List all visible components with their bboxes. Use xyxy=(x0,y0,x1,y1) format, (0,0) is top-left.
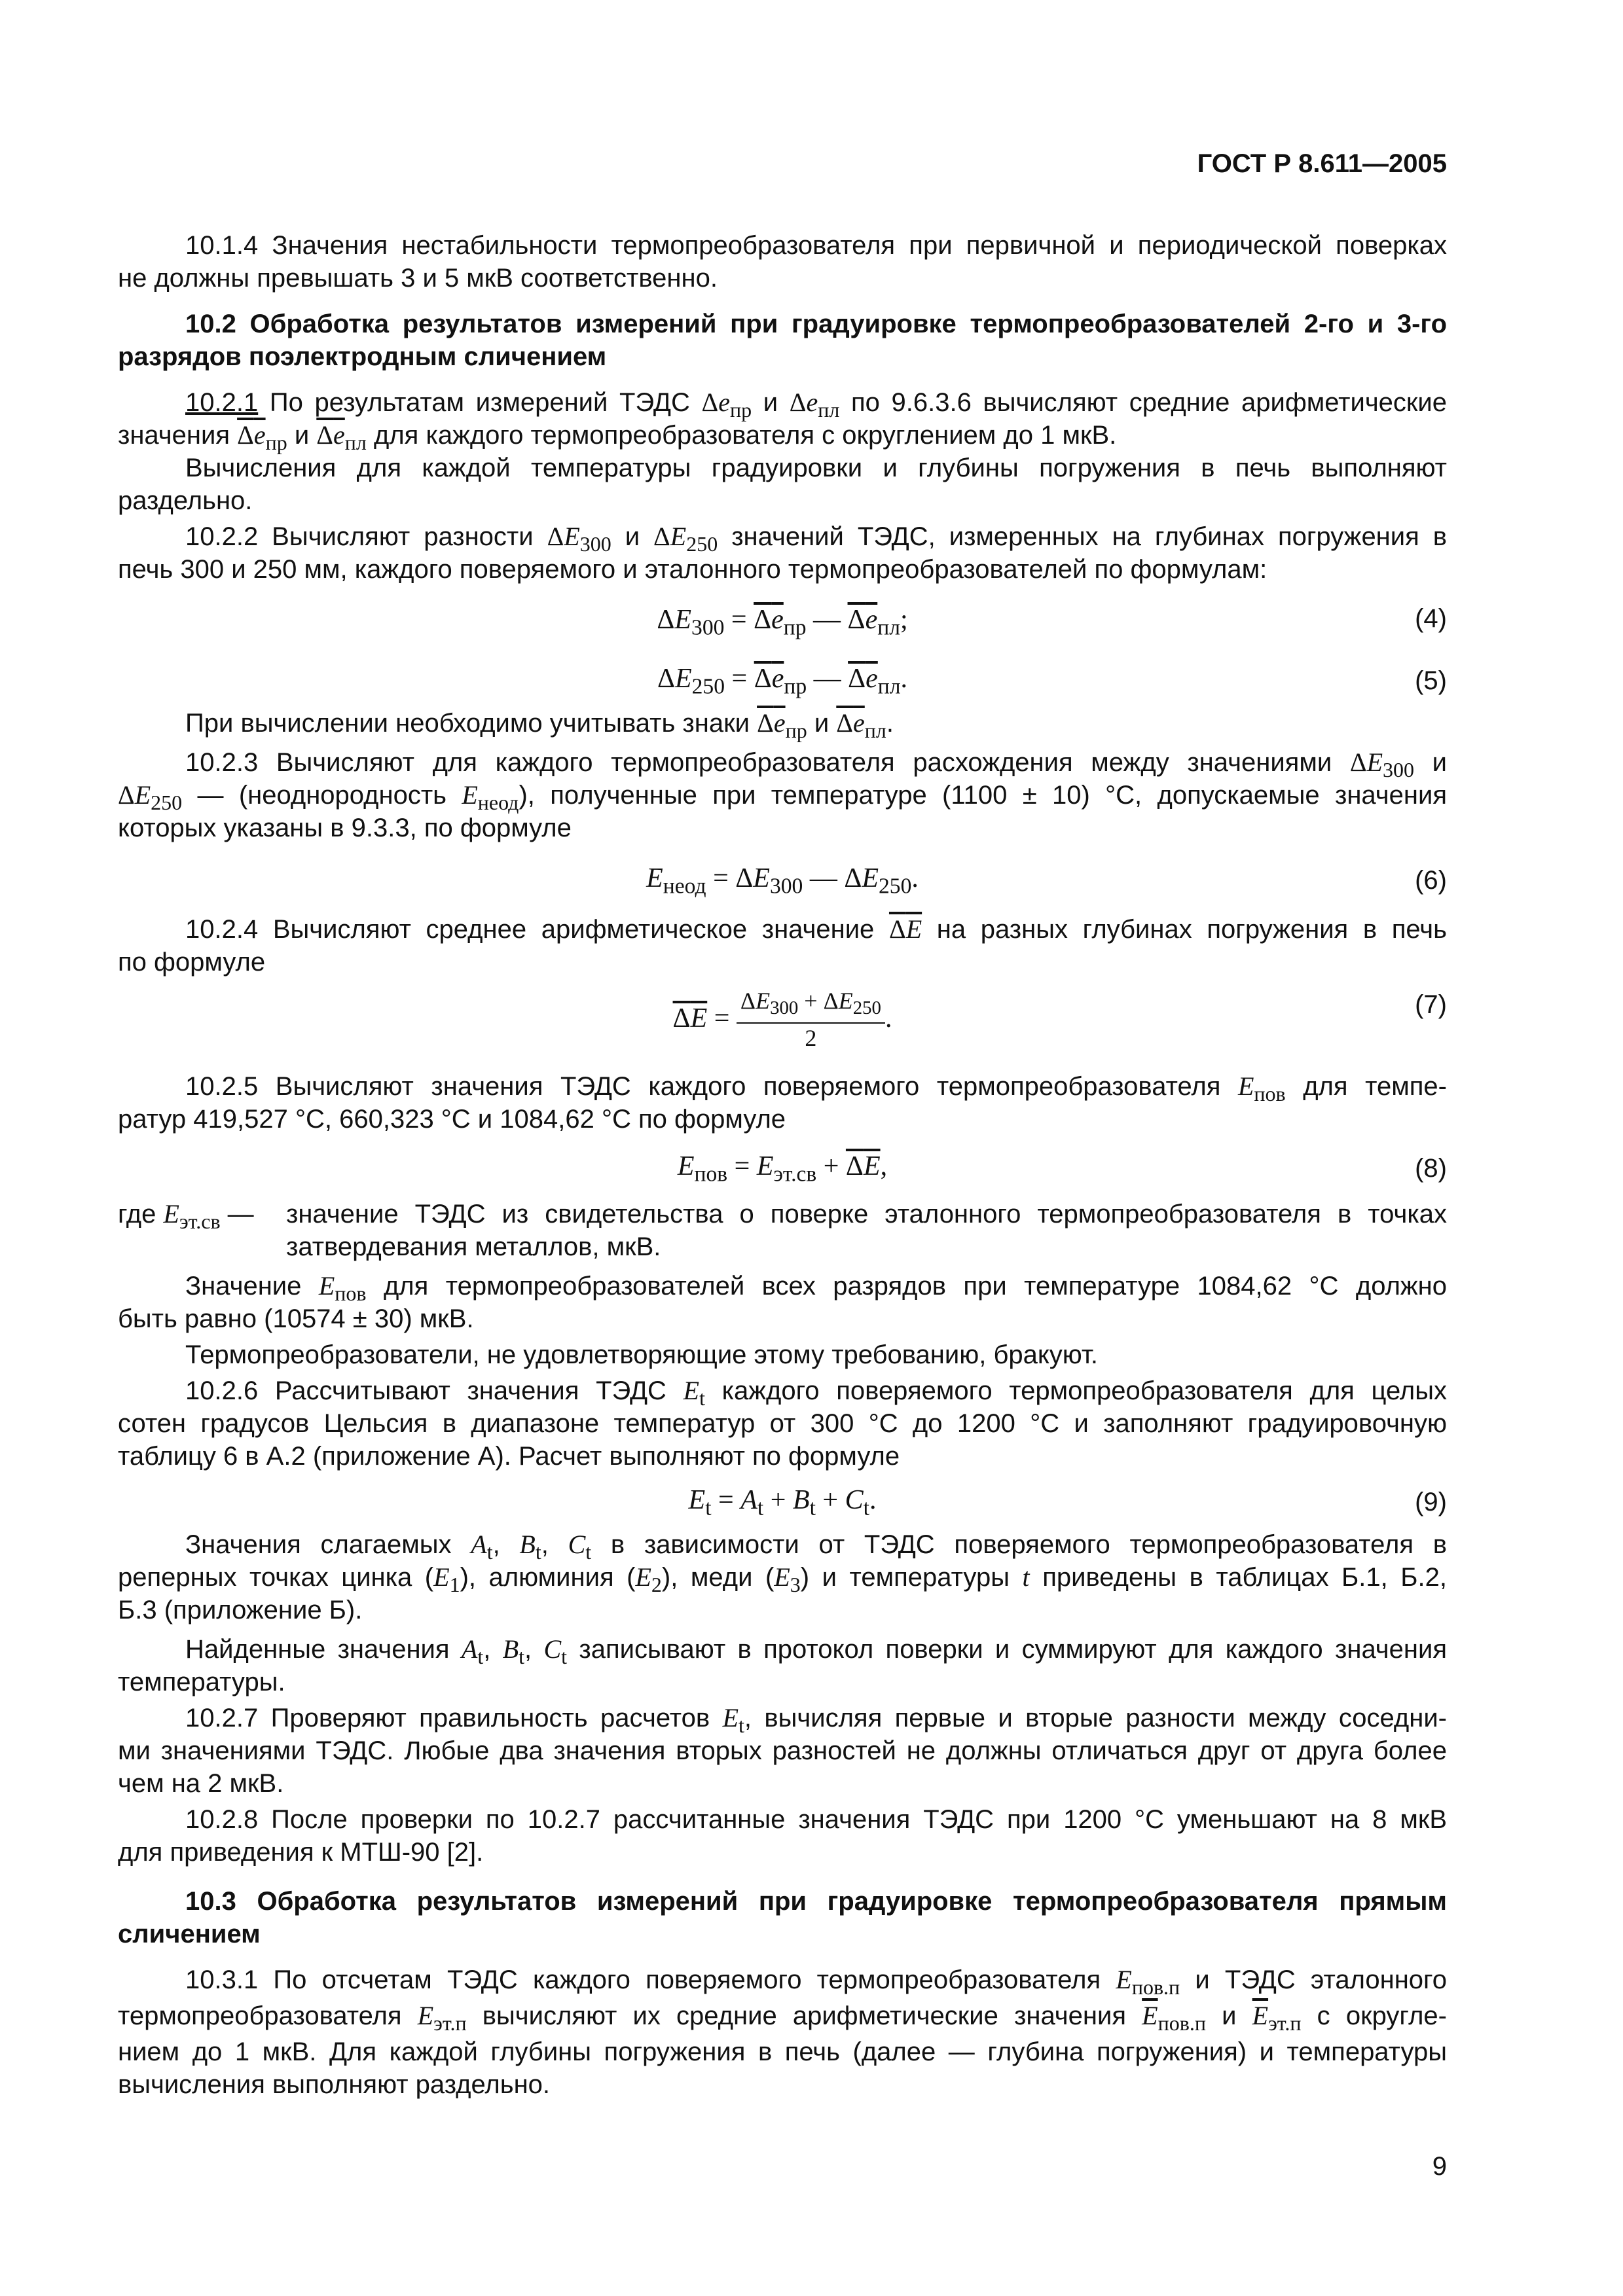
formula-7-number: (7) xyxy=(1415,990,1447,1019)
formula-7: ΔE = $\frac{\Delta E_{300} + \Delta E_{250}}{2}$ . xyxy=(672,988,892,1052)
paragraph-10-2-7-line-3: чем на 2 мкВ. xyxy=(118,1769,284,1798)
terms-line-1: Значения слагаемых $A_t$, $B_t$, $C_t$ в зависимости от ТЭДС поверяемого термопреобразователя в xyxy=(185,1530,1447,1564)
paragraph-10-3-1-line-3: нием до 1 мкВ. Для каждой глубины погружения в печь (далее — глубина погружения) и температуры xyxy=(118,2037,1447,2066)
paragraph-10-2-7-line-1: 10.2.7 Проверяют правильность расчетов $E_t$, вычисляя первые и вторые разности между соседни- xyxy=(185,1703,1447,1737)
formula-6-number: (6) xyxy=(1415,866,1447,895)
paragraph-10-2-6-line-3: таблицу 6 в А.2 (приложение А). Расчет выполняют по формуле xyxy=(118,1442,900,1471)
paragraph-10-2-3-line-3: которых указаны в 9.3.3, по формуле xyxy=(118,814,572,842)
value-line-1: Значение $E_{пов}$ для термопреобразователей всех разрядов при температуре 1084,62 °С должно xyxy=(185,1271,1448,1305)
paragraph-10-2-1-line-3: Вычисления для каждой температуры градуировки и глубины погружения в печь выполняют xyxy=(185,454,1447,482)
paragraph-10-2-3-line-2: $\Delta E_{250}$ — (неоднородность $E_{неод}$), полученные при температуре (1100 ± 10) °С, допускаемые значения xyxy=(118,780,1447,814)
formula-9: $E_t = A_t + B_t + C_t$. xyxy=(688,1485,877,1520)
formula-6: $E_{неод} = \Delta E_{300}$ — $\Delta E_{250}$. xyxy=(646,863,919,899)
paragraph-10-2-7-line-2: ми значениями ТЭДС. Любые два значения вторых разностей не должны отличаться друг от друга более xyxy=(118,1736,1447,1765)
paragraph-10-2-1-line-4: раздельно. xyxy=(118,486,253,515)
formula-5: $\Delta E_{250} = \Delta e_{пр}$ — $\Delta e_{пл}$. xyxy=(657,664,908,699)
paragraph-10-2-6-line-1: 10.2.6 Рассчитывают значения ТЭДС $E_t$ каждого поверяемого термопреобразователя для целых xyxy=(185,1376,1447,1410)
section-10-3-heading-line-2: сличением xyxy=(118,1920,261,1948)
formula-5-number: (5) xyxy=(1415,666,1447,695)
section-10-2-heading-line-1: 10.2 Обработка результатов измерений при градуировке термопреобразователей 2-го и 3-го xyxy=(185,310,1447,338)
section-10-2-heading-line-2: разрядов поэлектродным сличением xyxy=(118,342,607,371)
reject-line: Термопреобразователи, не удовлетворяющие этому требованию, бракуют. xyxy=(185,1340,1098,1369)
paragraph-10-3-1-line-2: термопреобразователя $E_{эт.п}$ вычисляют их средние арифметические значения $\overline{E}_{пов.п}$ и $\overline{E}_{эт.п}$ с округле- xyxy=(118,2001,1447,2035)
formula-9-number: (9) xyxy=(1415,1488,1447,1516)
found-line-2: температуры. xyxy=(118,1668,285,1696)
paragraph-10-2-5-line-2: ратур 419,527 °С, 660,323 °С и 1084,62 °С по формуле xyxy=(118,1105,786,1134)
paragraph-10-2-2-line-2: печь 300 и 250 мм, каждого поверяемого и эталонного термопреобразователей по формулам: xyxy=(118,555,1267,584)
paragraph-10-2-4-line-1: 10.2.4 Вычисляют среднее арифметическое значение ΔE на разных глубинах погружения в печь xyxy=(185,914,1447,944)
page-number: 9 xyxy=(1432,2152,1447,2181)
paragraph-10-2-8-line-2: для приведения к МТШ-90 [2]. xyxy=(118,1838,484,1867)
paragraph-10-2-4-line-2: по формуле xyxy=(118,948,266,977)
paragraph-10-1-4-line-2: не должны превышать 3 и 5 мкВ соответственно. xyxy=(118,264,718,293)
signs-note: При вычислении необходимо учитывать знаки $\Delta e_{пр}$ и $\Delta e_{пл}$. xyxy=(185,708,894,742)
where-definition-line-2: затвердевания металлов, мкВ. xyxy=(286,1232,661,1261)
section-10-3-heading-line-1: 10.3 Обработка результатов измерений при градуировке термопреобразователя прямым xyxy=(185,1887,1447,1916)
terms-line-2: реперных точках цинка $(E_1)$, алюминия $(E_2)$, меди $(E_3)$ и температуры t приведены в таблицах Б.1, Б.2, xyxy=(118,1562,1447,1596)
paragraph-10-2-1-line-1: 10.2.1 По результатам измерений ТЭДС $\Delta e_{пр}$ и $\Delta e_{пл}$ по 9.6.3.6 вычисляют средние арифметические xyxy=(185,387,1447,422)
paragraph-10-2-5-line-1: 10.2.5 Вычисляют значения ТЭДС каждого поверяемого термопреобразователя $E_{пов}$ для темпе- xyxy=(185,1071,1447,1105)
document-header: ГОСТ Р 8.611—2005 xyxy=(1197,149,1447,178)
paragraph-10-2-2-line-1: 10.2.2 Вычисляют разности $\Delta E_{300}$ и $\Delta E_{250}$ значений ТЭДС, измеренных на глубинах погружения в xyxy=(185,522,1447,556)
paragraph-10-1-4-line-1: 10.1.4 Значения нестабильности термопреобразователя при первичной и периодической поверках xyxy=(185,231,1447,260)
formula-7-fraction: $\frac{\Delta E_{300} + \Delta E_{250}}{2}$ xyxy=(737,986,885,1052)
paragraph-10-3-1-line-1: 10.3.1 По отсчетам ТЭДС каждого поверяемого термопреобразователя $E_{пов.п}$ и ТЭДС эталонного xyxy=(185,1965,1447,1999)
found-line-1: Найденные значения $A_t$, $B_t$, $C_t$ записывают в протокол поверки и суммируют для каждого значения xyxy=(185,1634,1447,1668)
formula-8-number: (8) xyxy=(1415,1154,1447,1183)
formula-8: $E_{пов} = E_{эт.св} + \Delta E$, xyxy=(677,1151,888,1187)
paragraph-10-2-8-line-1: 10.2.8 После проверки по 10.2.7 рассчитанные значения ТЭДС при 1200 °С уменьшают на 8 мкВ xyxy=(185,1805,1447,1834)
formula-4: $\Delta E_{300} = \Delta e_{пр}$ — $\Delta e_{пл}$; xyxy=(657,605,908,640)
formula-4-number: (4) xyxy=(1415,604,1447,633)
terms-line-3: Б.3 (приложение Б). xyxy=(118,1596,363,1624)
paragraph-10-2-1-line-2: значения $\Delta e_{пр}$ и $\Delta e_{пл}$ для каждого термопреобразователя с округлением до 1 мкВ. xyxy=(118,420,1117,454)
value-line-2: быть равно (10574 ± 30) мкВ. xyxy=(118,1304,474,1333)
where-term: где $E_{эт.св}$ — xyxy=(118,1199,254,1233)
paragraph-10-2-3-line-1: 10.2.3 Вычисляют для каждого термопреобразователя расхождения между значениями $\Delta E_{300}$ и xyxy=(185,747,1447,781)
where-definition-line-1: значение ТЭДС из свидетельства о поверке эталонного термопреобразователя в точках xyxy=(286,1200,1447,1229)
paragraph-10-3-1-line-4: вычисления выполняют раздельно. xyxy=(118,2070,551,2099)
paragraph-10-2-6-line-2: сотен градусов Цельсия в диапазоне температур от 300 °С до 1200 °С и заполняют градуировочную xyxy=(118,1409,1447,1438)
